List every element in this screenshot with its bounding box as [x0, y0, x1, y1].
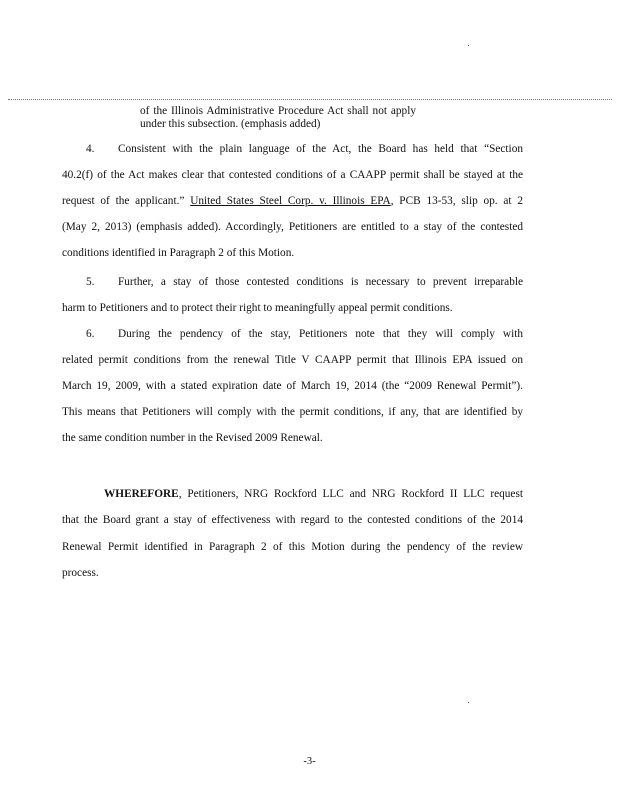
paragraph-number: 5.: [86, 276, 95, 288]
scan-artifact-dotted-line: [8, 99, 612, 100]
paragraph-number: 4.: [86, 143, 95, 155]
wherefore-line: that the Board grant a stay of effectiveness with regard to the contested conditions of the 2014: [62, 514, 523, 526]
wherefore-line: process.: [62, 567, 99, 579]
wherefore-line: Renewal Permit identified in Paragraph 2 of this Motion during the pendency of the review: [62, 541, 523, 553]
text: During the pendency of the stay, Petitioners note that they will comply with: [118, 328, 523, 340]
block-quote-line: under this subsection. (emphasis added): [140, 118, 321, 130]
text: , PCB 13-53, slip op. at 2: [390, 195, 523, 207]
paragraph-5-line: [62, 276, 523, 289]
paragraph-6-line: [62, 328, 523, 341]
scan-speck: [468, 45, 469, 46]
paragraph-6-line: the same condition number in the Revised 2009 Renewal.: [62, 432, 323, 444]
scan-speck: [468, 702, 469, 703]
text: Further, a stay of those contested conditions is necessary to prevent irreparable: [118, 276, 523, 288]
paragraph-5-line: harm to Petitioners and to protect their right to meaningfully appeal permit conditions.: [62, 302, 453, 314]
paragraph-4-line: (May 2, 2013) (emphasis added). Accordingly, Petitioners are entitled to a stay of the contested: [62, 221, 523, 233]
paragraph-6-line: March 19, 2009, with a stated expiration date of March 19, 2014 (the “2009 Renewal Permit”).: [62, 380, 523, 392]
wherefore-heading: WHEREFORE: [104, 488, 179, 500]
text: request of the applicant.”: [62, 195, 191, 207]
paragraph-4-line: conditions identified in Paragraph 2 of this Motion.: [62, 247, 295, 259]
paragraph-number: 6.: [86, 328, 95, 340]
paragraph-4-line: [62, 195, 523, 208]
text: , Petitioners, NRG Rockford LLC and NRG Rockford II LLC request: [178, 488, 523, 500]
text: Consistent with the plain language of the Act, the Board has held that “Section: [118, 143, 523, 155]
wherefore-line: [62, 488, 523, 501]
block-quote-line: of the Illinois Administrative Procedure Act shall not apply: [140, 105, 416, 117]
paragraph-6-line: related permit conditions from the renewal Title V CAAPP permit that Illinois EPA issued on: [62, 354, 523, 366]
paragraph-4-line: 40.2(f) of the Act makes clear that contested conditions of a CAAPP permit shall be stayed at the: [62, 169, 523, 181]
case-citation: United States Steel Corp. v. Illinois EPA: [190, 195, 391, 207]
paragraph-6-line: This means that Petitioners will comply with the permit conditions, if any, that are identified by: [62, 406, 523, 418]
paragraph-4-line: [62, 143, 523, 156]
page-number: -3-: [303, 756, 316, 767]
